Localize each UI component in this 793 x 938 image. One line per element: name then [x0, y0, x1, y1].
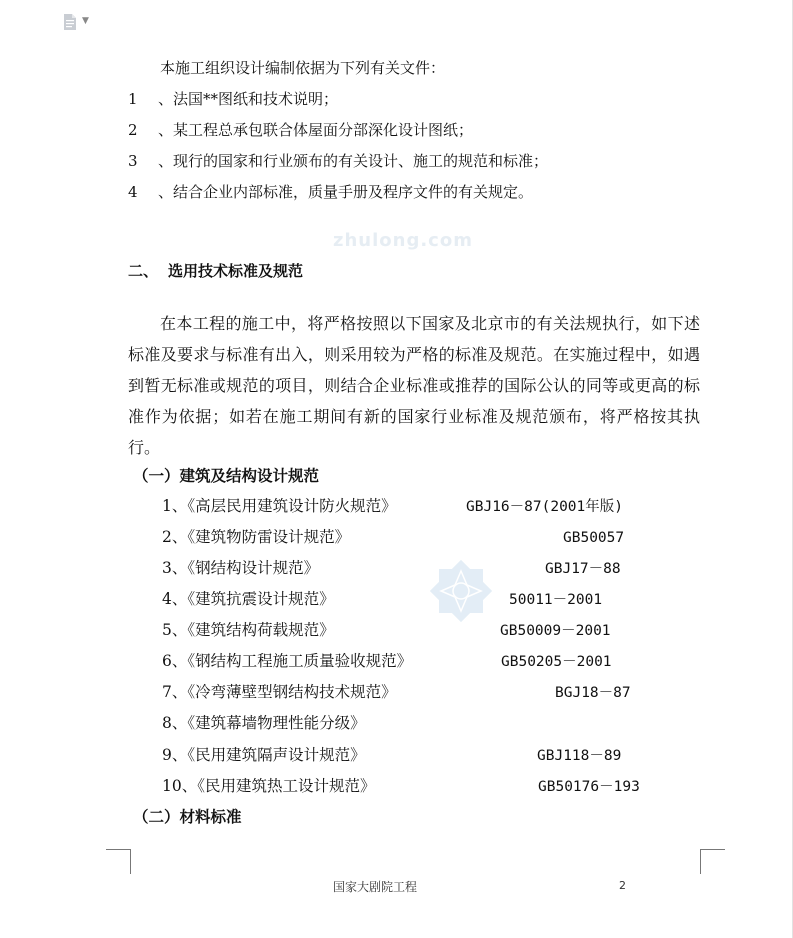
page-corner-mark: [700, 849, 725, 874]
subsection-heading: （一）建筑及结构设计规范: [133, 467, 320, 485]
watermark-logo-icon: [418, 548, 504, 634]
section-heading: [128, 261, 303, 281]
basis-item: [128, 120, 473, 140]
standard-name: 9、《民用建筑隔声设计规范》: [162, 746, 366, 764]
basis-number: 3: [128, 152, 138, 170]
standard-code: GBJ118－89: [537, 748, 622, 764]
standard-name: 10、《民用建筑热工设计规范》: [162, 777, 376, 795]
basis-text: 、某工程总承包联合体屋面分部深化设计图纸；: [158, 121, 474, 139]
standard-code: 50011－2001: [509, 592, 603, 608]
standard-code: BGJ18－87: [555, 685, 631, 701]
standard-name: 4、《建筑抗震设计规范》: [162, 590, 335, 608]
basis-number: 4: [128, 183, 138, 201]
page-corner-mark: [106, 849, 131, 874]
standard-name: 7、《冷弯薄壁型钢结构技术规范》: [162, 683, 397, 701]
subsection-heading: （二）材料标准: [133, 808, 242, 826]
standard-code: GB50009－2001: [500, 623, 611, 639]
standard-name: 2、《建筑物防雷设计规范》: [162, 528, 351, 546]
standard-code: GB50176－193: [538, 779, 640, 795]
chevron-down-icon[interactable]: ▼: [82, 16, 89, 26]
standard-code: GB50205－2001: [501, 654, 612, 670]
page-number: 2: [619, 879, 626, 892]
basis-number: 2: [128, 121, 138, 139]
watermark-text: zhulong.com: [333, 230, 473, 251]
basis-item: [128, 151, 548, 171]
section-title: 选用技术标准及规范: [168, 262, 304, 280]
standard-code: GBJ16－87(2001年版): [466, 499, 623, 515]
standard-code: GBJ17－88: [545, 561, 621, 577]
standard-name: 6、《钢结构工程施工质量验收规范》: [162, 652, 413, 670]
section-number: 二、: [128, 262, 159, 280]
document-icon[interactable]: [63, 14, 77, 30]
standard-name: 3、《钢结构设计规范》: [162, 559, 320, 577]
basis-number: 1: [128, 90, 138, 108]
standard-name: 5、《建筑结构荷载规范》: [162, 621, 335, 639]
basis-text: 、结合企业内部标准，质量手册及程序文件的有关规定。: [158, 183, 534, 201]
standard-name: 8、《建筑幕墙物理性能分级》: [162, 714, 366, 732]
footer-title: 国家大剧院工程: [333, 880, 418, 894]
basis-item: [128, 89, 338, 109]
basis-text: 、现行的国家和行业颁布的有关设计、施工的规范和标准；: [158, 152, 549, 170]
standard-name: 1、《高层民用建筑设计防火规范》: [162, 497, 397, 515]
section-paragraph: 在本工程的施工中，将严格按照以下国家及北京市的有关法规执行，如下述标准及要求与标准有出入，则采用较为严格的标准及规范。在实施过程中，如遇到暂无标准或规范的项目，则结合企业标准或推荐的国际公认的同等或更高的标准作为依据；如若在施工期间有新的国家行业标准及规范颁布，将严格按其执行。: [128, 314, 700, 457]
intro-text: 本施工组织设计编制依据为下列有关文件：: [160, 59, 446, 77]
basis-text: 、法国**图纸和技术说明；: [158, 90, 339, 108]
standard-code: GB50057: [563, 530, 625, 546]
basis-item: [128, 182, 533, 202]
